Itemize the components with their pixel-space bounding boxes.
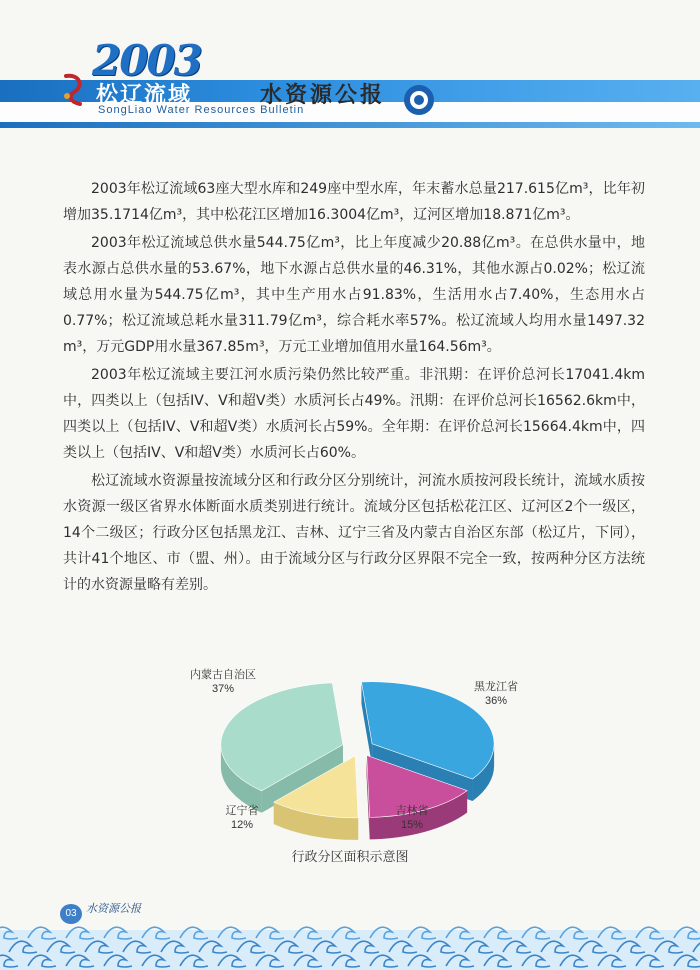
paragraph-statistics-method: 松辽流域水资源量按流域分区和行政分区分别统计，河流水质按河段长统计，流域水质按水资源一级区省界水体断面水质类别进行统计。流域分区包括松花江区、辽河区2个一级区，14个二级区；行政分区包括黑龙江、吉林、辽宁三省及内蒙古自治区东部（松辽片，下同），共计41个地区、市（盟、州）。由于流域分区与行政分区界限不完全一致，按两种分区方法统计的水资源量略有差别。 — [63, 473, 645, 593]
pie-label-neimenggu-name: 内蒙古自治区 — [190, 669, 256, 681]
body-text — [63, 176, 645, 600]
footer-logo: 水资源公报 — [86, 902, 141, 915]
pie-label-heilongjiang-value: 36% — [484, 695, 508, 707]
paragraph-water-supply: 2003年松辽流域总供水量544.75亿m³，比上年度减少20.88亿m³。在总供水量中，地表水源占总供水量的53.67%，地下水源占总供水量的46.31%，其他水源占0.02%；松辽流域总用水量为544.75亿m³，其中生产用水占91.83%，生活用水占7.40%，生态用水占0.77%；松辽流域总耗水量311.79亿m³，综合耗水率57%。松辽流域人均用水量1497.32 m³，万元GDP用水量367.85m³，万元工业增加值用水量164.56m³。 — [63, 235, 645, 355]
pie-label-neimenggu-value: 37% — [211, 683, 235, 695]
pie-label-heilongjiang-name: 黑龙江省 — [474, 681, 518, 693]
pie-label-liaoning — [212, 804, 272, 832]
pie-label-jilin — [382, 804, 442, 832]
pie-label-jilin-name: 吉林省 — [395, 805, 429, 817]
paragraph-water-quality: 2003年松辽流域主要江河水质污染仍然比较严重。非汛期：在评价总河长17041.4km中，四类以上（包括IV、V和超V类）水质河长占49%。汛期：在评价总河长16562.6km中，四类以上（包括IV、V和超V类）水质河长占59%。全年期：在评价总河长15664.4km中，四类以上（包括IV、V和超V类）水质河长占60%。 — [63, 367, 645, 461]
header-title-en: SongLiao Water Resources Bulletin — [98, 104, 305, 116]
page-header — [0, 0, 700, 140]
pie-label-neimenggu — [178, 668, 268, 696]
pie-label-heilongjiang — [456, 680, 536, 708]
header-year: 2003 — [92, 36, 201, 85]
pie-label-jilin-value: 15% — [400, 819, 424, 831]
header-underline — [0, 122, 700, 128]
bulletin-logo-icon — [60, 72, 88, 106]
area-pie-chart — [150, 660, 570, 850]
pie-label-liaoning-value: 12% — [230, 819, 254, 831]
header-title-part2: 水资源公报 — [260, 83, 386, 108]
target-circle-icon — [403, 84, 435, 116]
paragraph-reservoir: 2003年松辽流域63座大型水库和249座中型水库，年末蓄水总量217.615亿m³，比年初增加35.1714亿m³，其中松花江区增加16.3004亿m³，辽河区增加18.871亿m³。 — [63, 181, 645, 223]
header-title-part1: 松辽流域 — [96, 83, 193, 108]
pie-label-liaoning-name: 辽宁省 — [225, 805, 259, 817]
chart-caption: 行政分区面积示意图 — [291, 850, 409, 865]
page-number: 03 — [60, 904, 82, 924]
